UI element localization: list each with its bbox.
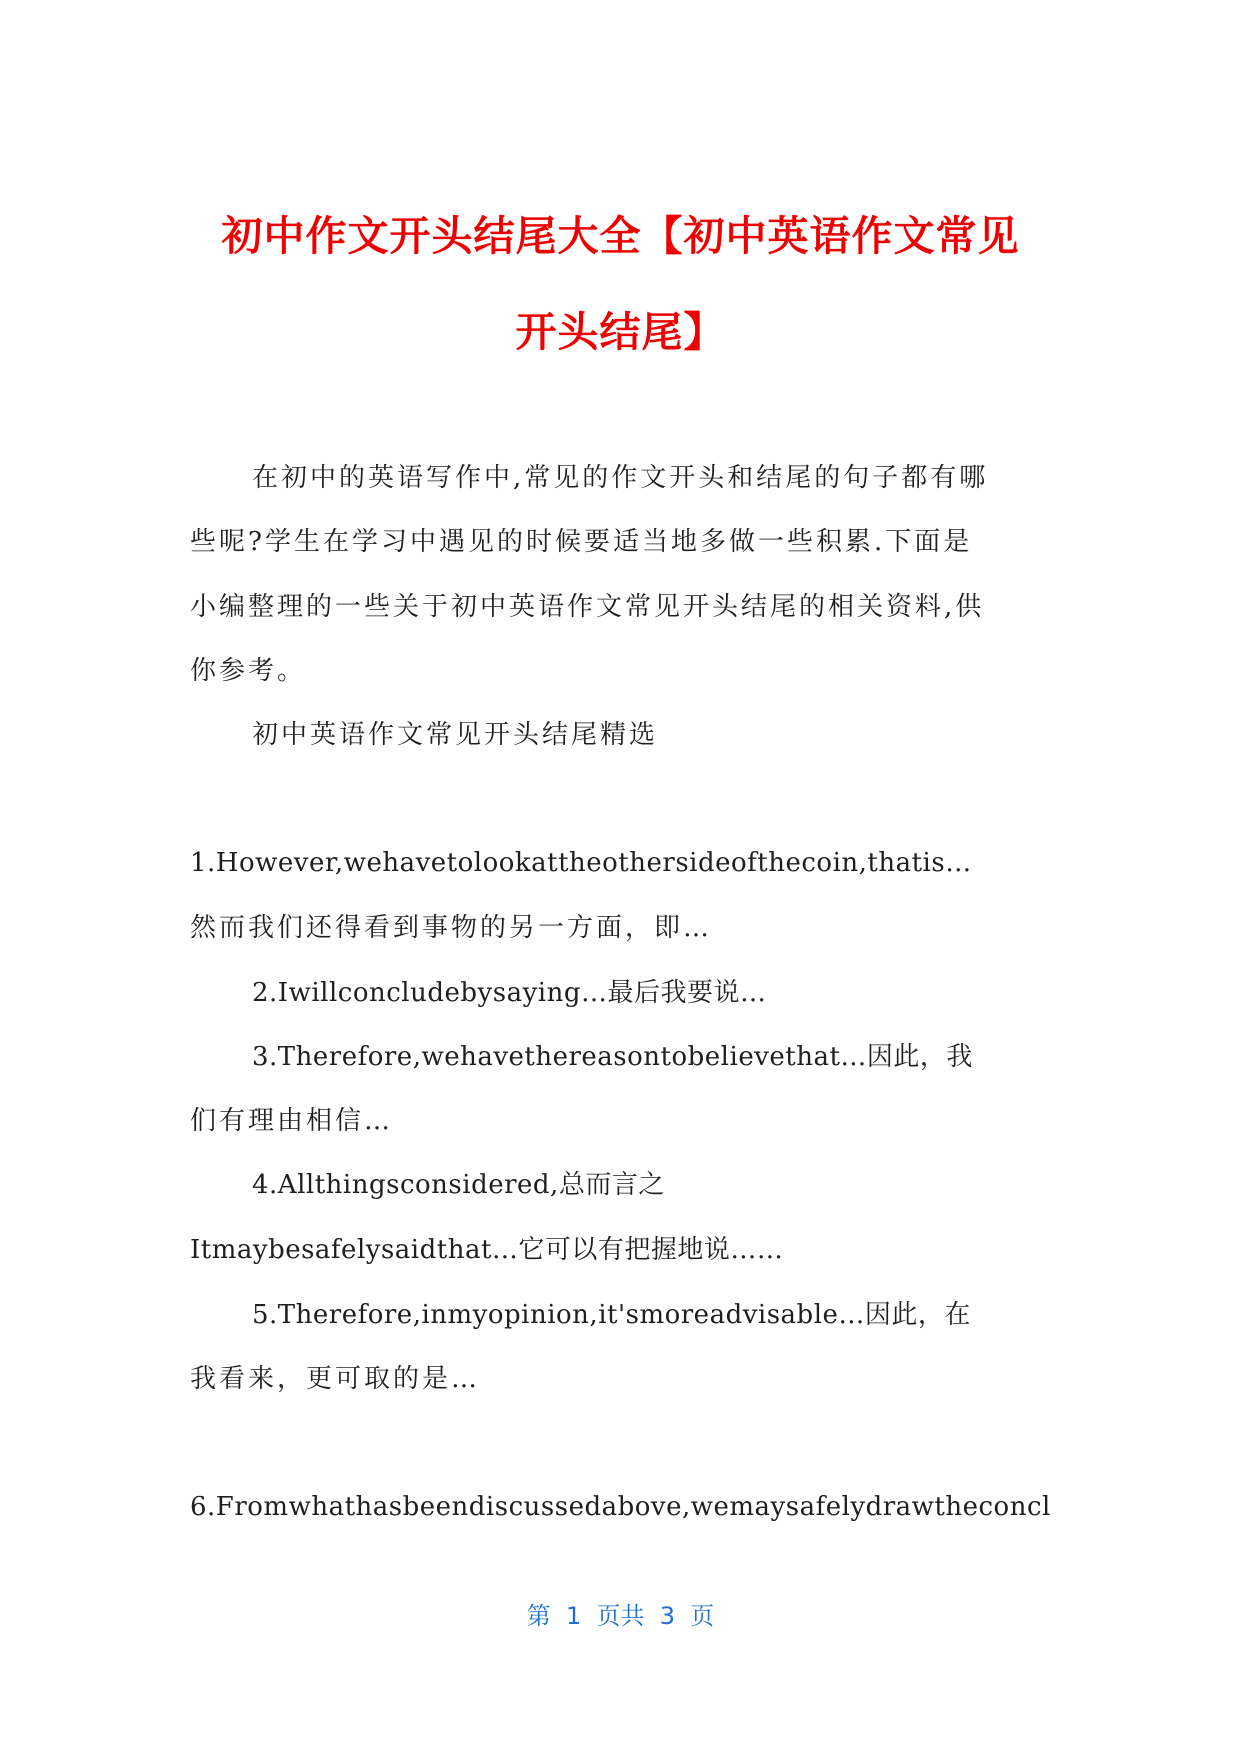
intro-line: 些呢?学生在学习中遇见的时候要适当地多做一些积累.下面是	[190, 527, 973, 557]
list-item-1-line-1: 1.However,wehavetolookattheothersideofthecoin,thatis…	[190, 848, 972, 878]
list-item-4-line-1: 4.Allthingsconsidered,总而言之	[252, 1170, 665, 1200]
intro-line: 小编整理的一些关于初中英语作文常见开头结尾的相关资料,供	[190, 592, 985, 622]
list-item-6-line-1: 6.Fromwhathasbeendiscussedabove,wemaysafelydrawtheconcl	[190, 1492, 1051, 1522]
list-item-3-line-1: 3.Therefore,wehavethereasontobelievethat…因此，我	[252, 1042, 973, 1072]
list-item-1-line-2: 然而我们还得看到事物的另一方面，即…	[190, 913, 713, 943]
intro-line: 在初中的英语写作中,常见的作文开头和结尾的句子都有哪	[252, 463, 989, 493]
document-title-line-2: 开头结尾】	[515, 308, 726, 356]
list-item-3-line-2: 们有理由相信…	[190, 1106, 394, 1136]
list-item-5-line-1: 5.Therefore,inmyopinion,it'smoreadvisable…因此，在	[252, 1300, 971, 1330]
list-item-4-line-2: Itmaybesafelysaidthat…它可以有把握地说……	[190, 1235, 784, 1265]
section-heading: 初中英语作文常见开头结尾精选	[252, 720, 659, 750]
page-footer: 第 1 页共 3 页	[526, 1602, 715, 1630]
list-item-5-line-2: 我看来，更可取的是…	[190, 1364, 481, 1394]
intro-line: 你参考。	[190, 656, 307, 686]
list-item-2: 2.Iwillconcludebysaying…最后我要说…	[252, 978, 767, 1008]
document-title-line-1: 初中作文开头结尾大全【初中英语作文常见	[221, 212, 1020, 260]
